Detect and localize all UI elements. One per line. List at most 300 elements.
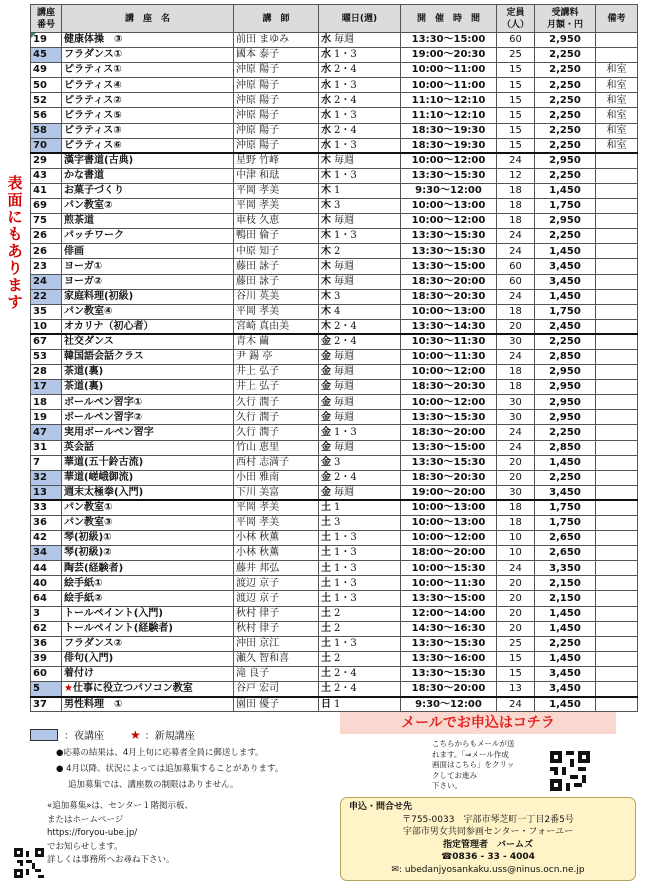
course-time: 9:30～12:00 — [401, 697, 497, 712]
course-number: 62 — [31, 621, 62, 636]
course-schedule — [319, 259, 401, 274]
course-number: 69 — [31, 199, 62, 214]
course-frequency: 3 — [334, 456, 341, 468]
course-schedule — [319, 621, 401, 636]
course-capacity: 30 — [497, 485, 535, 500]
course-name — [62, 229, 234, 244]
course-name — [62, 485, 234, 500]
email-application-banner[interactable]: メールでお申込はコチラ — [340, 712, 616, 734]
course-day: 金 — [321, 441, 331, 453]
course-note — [596, 666, 638, 681]
course-frequency: 1・3 — [334, 532, 357, 544]
course-teacher: 沖原 陽子 — [234, 78, 319, 93]
new-course-star-icon: ★ — [64, 683, 73, 695]
course-fee: 2,250 — [535, 123, 596, 138]
course-number: 28 — [31, 365, 62, 380]
course-name-text: パン教室② — [64, 200, 113, 212]
course-teacher: 平岡 孝美 — [234, 304, 319, 319]
course-name-text: ヨーガ① — [64, 260, 103, 272]
course-note — [596, 319, 638, 334]
email-instruction-line: 画面はこちら」をクリッ — [432, 760, 515, 769]
course-day: 木 — [321, 290, 331, 302]
course-row — [31, 319, 638, 334]
course-schedule — [319, 199, 401, 214]
course-schedule — [319, 274, 401, 289]
course-fee: 3,450 — [535, 259, 596, 274]
course-time: 13:30～15:00 — [401, 259, 497, 274]
course-time: 10:00～12:00 — [401, 365, 497, 380]
course-time: 13:30～15:00 — [401, 440, 497, 455]
course-time: 13:30～15:30 — [401, 666, 497, 681]
course-number: 10 — [31, 319, 62, 334]
course-time: 10:00～13:00 — [401, 500, 497, 515]
course-note — [596, 516, 638, 531]
course-note — [596, 425, 638, 440]
course-note — [596, 682, 638, 697]
course-time: 13:30～15:00 — [401, 591, 497, 606]
course-day: 木 — [321, 155, 331, 167]
course-frequency: 毎週 — [334, 441, 354, 453]
course-number: 53 — [31, 349, 62, 364]
course-frequency: 3 — [334, 290, 341, 302]
course-day: 木 — [321, 230, 331, 242]
course-number: 26 — [31, 229, 62, 244]
course-teacher: 秋村 律子 — [234, 621, 319, 636]
course-name — [62, 651, 234, 666]
course-note — [596, 591, 638, 606]
course-frequency: 3 — [334, 200, 341, 212]
course-fee: 1,750 — [535, 516, 596, 531]
contact-email[interactable]: ✉: ubedanjyosankaku.uss@ninus.ocn.ne.jp — [391, 864, 585, 875]
course-table — [30, 4, 638, 712]
course-time: 10:00～11:30 — [401, 576, 497, 591]
email-instruction-line: こちらからもメールが送 — [432, 739, 515, 748]
course-fee: 1,750 — [535, 304, 596, 319]
course-fee: 1,450 — [535, 289, 596, 304]
course-schedule — [319, 48, 401, 63]
course-capacity: 18 — [497, 183, 535, 198]
course-day: 金 — [321, 426, 331, 438]
course-time: 12:00～14:00 — [401, 606, 497, 621]
course-fee: 2,950 — [535, 380, 596, 395]
course-day: 木 — [321, 245, 331, 257]
night-course-swatch — [30, 729, 58, 741]
course-name-text: パッチワーク — [64, 230, 124, 242]
course-capacity: 24 — [497, 244, 535, 259]
email-instruction-line: クしてお進み — [432, 770, 477, 780]
course-name — [62, 334, 234, 349]
course-fee: 2,150 — [535, 591, 596, 606]
course-fee: 1,450 — [535, 244, 596, 259]
course-name — [62, 561, 234, 576]
course-teacher: 下川 美富 — [234, 485, 319, 500]
course-name-text: ピラティス⑤ — [64, 109, 122, 121]
course-teacher: 平岡 孝美 — [234, 183, 319, 198]
course-day: 土 — [321, 638, 331, 649]
course-teacher: 沖田 京江 — [234, 636, 319, 651]
course-number: 37 — [31, 697, 62, 712]
contact-manager: 指定管理者 バームズ — [442, 839, 533, 850]
course-name-text: 俳画 — [64, 245, 84, 257]
course-schedule — [319, 425, 401, 440]
course-day: 土 — [321, 592, 331, 604]
course-name-text: 週末太極拳(入門) — [64, 486, 144, 498]
course-teacher: 平岡 孝美 — [234, 516, 319, 531]
course-teacher: 小林 秋薫 — [234, 531, 319, 546]
course-name-text: ボールペン習字② — [64, 411, 143, 423]
course-name — [62, 425, 234, 440]
course-number: 75 — [31, 214, 62, 229]
course-time: 13:30～15:00 — [401, 33, 497, 48]
course-day: 水 — [321, 64, 331, 76]
course-name-text: 実用ボールペン習字 — [64, 426, 154, 438]
course-fee: 1,450 — [535, 621, 596, 636]
course-teacher: 沖原 陽子 — [234, 138, 319, 153]
course-frequency: 2 — [334, 653, 341, 665]
course-name-text: 俳句(入門) — [64, 653, 114, 665]
course-note — [596, 395, 638, 410]
course-schedule — [319, 304, 401, 319]
course-note — [596, 244, 638, 259]
course-number: 3 — [31, 606, 62, 621]
header-note: 備考 — [596, 5, 638, 33]
course-teacher: 久行 潤子 — [234, 425, 319, 440]
course-teacher: 竹山 恵里 — [234, 440, 319, 455]
course-teacher: 鴨田 倫子 — [234, 229, 319, 244]
course-frequency: 毎週 — [334, 155, 354, 167]
course-schedule — [319, 108, 401, 123]
course-row — [31, 546, 638, 561]
course-name-text: お菓子づくり — [64, 185, 124, 197]
course-schedule — [319, 531, 401, 546]
course-capacity: 18 — [497, 380, 535, 395]
new-course-star-icon: ★ — [130, 727, 141, 742]
course-number: 17 — [31, 380, 62, 395]
course-fee: 2,950 — [535, 365, 596, 380]
course-teacher: 久行 潤子 — [234, 410, 319, 425]
course-day: 金 — [321, 336, 331, 348]
course-time: 13:30～15:30 — [401, 636, 497, 651]
course-time: 10:00～13:00 — [401, 516, 497, 531]
course-name — [62, 274, 234, 289]
course-teacher: 小田 雅南 — [234, 470, 319, 485]
course-note: 和室 — [596, 93, 638, 108]
course-number: 47 — [31, 425, 62, 440]
course-name — [62, 108, 234, 123]
course-name — [62, 516, 234, 531]
course-schedule — [319, 123, 401, 138]
course-capacity: 15 — [497, 93, 535, 108]
course-frequency: 2 — [334, 245, 341, 257]
course-schedule — [319, 666, 401, 681]
course-teacher: 谷戸 宏司 — [234, 682, 319, 697]
course-name — [62, 365, 234, 380]
course-frequency: 1・3 — [334, 139, 357, 151]
course-number: 19 — [31, 410, 62, 425]
course-schedule — [319, 168, 401, 183]
course-day: 木 — [321, 200, 331, 212]
course-schedule — [319, 440, 401, 455]
course-row — [31, 78, 638, 93]
notice-item: ●応募の結果は、4月上旬に応募者全員に郵送します。 — [56, 748, 264, 758]
course-frequency: 1・3 — [334, 109, 357, 121]
course-name — [62, 214, 234, 229]
course-number: 41 — [31, 183, 62, 198]
course-name-text: ボールペン習字① — [64, 396, 143, 408]
course-time: 10:00～13:00 — [401, 199, 497, 214]
side-note-front-page: 表面にもあります — [7, 174, 23, 311]
course-teacher: 西村 志満子 — [234, 455, 319, 470]
header-num: 講座 番号 — [31, 5, 62, 33]
course-teacher: 尹 錫 亭 — [234, 349, 319, 364]
course-frequency: 毎週 — [334, 381, 354, 393]
course-teacher: 國本 泰子 — [234, 48, 319, 63]
course-note — [596, 33, 638, 48]
course-teacher: 沖原 陽子 — [234, 63, 319, 78]
course-name-text: 健康体操 ③ — [64, 34, 123, 46]
course-name — [62, 183, 234, 198]
qr-code-icon[interactable] — [14, 848, 44, 878]
course-capacity: 20 — [497, 591, 535, 606]
course-fee: 2,250 — [535, 78, 596, 93]
course-note — [596, 485, 638, 500]
course-name-text: 華道(五十鈴古流) — [64, 456, 144, 468]
course-day: 金 — [321, 456, 331, 468]
course-frequency: 毎週 — [334, 215, 354, 227]
course-row — [31, 168, 638, 183]
course-note — [596, 410, 638, 425]
course-number: 40 — [31, 576, 62, 591]
course-fee: 1,750 — [535, 500, 596, 515]
course-number: 49 — [31, 63, 62, 78]
course-frequency: 1・3 — [334, 547, 357, 559]
course-time: 10:00～12:00 — [401, 395, 497, 410]
course-frequency: 1 — [334, 185, 341, 197]
notice-item: ● 4月以降、状況によっては追加募集することがあります。 — [56, 764, 284, 774]
course-frequency: 毎週 — [334, 396, 354, 408]
course-day: 金 — [321, 366, 331, 378]
course-row — [31, 425, 638, 440]
contact-phone[interactable]: ☎0836 - 33 - 4004 — [441, 852, 535, 863]
notice-list — [56, 745, 346, 793]
course-day: 水 — [321, 49, 331, 61]
course-number: 39 — [31, 651, 62, 666]
course-frequency: 2 — [334, 622, 341, 634]
course-name-text: 社交ダンス — [64, 336, 114, 348]
course-time: 10:00～11:00 — [401, 63, 497, 78]
course-teacher: 久行 潤子 — [234, 395, 319, 410]
course-name-text: 英会話 — [64, 441, 94, 453]
extra-line: «追加募集»は、センター１階掲示板、 — [47, 801, 194, 811]
course-schedule — [319, 138, 401, 153]
course-day: 木 — [321, 215, 331, 227]
course-note — [596, 259, 638, 274]
course-name-text: 琴(初級)② — [64, 547, 112, 559]
course-name-text: 絵手紙② — [64, 592, 103, 604]
course-name — [62, 621, 234, 636]
course-fee: 2,250 — [535, 425, 596, 440]
course-frequency: 3 — [334, 517, 341, 529]
course-note — [596, 48, 638, 63]
course-capacity: 25 — [497, 48, 535, 63]
course-row — [31, 199, 638, 214]
course-name-text: ピラティス⑥ — [64, 139, 122, 151]
course-fee: 2,250 — [535, 63, 596, 78]
course-teacher: 平岡 孝美 — [234, 199, 319, 214]
course-capacity: 18 — [497, 214, 535, 229]
course-note: 和室 — [596, 63, 638, 78]
course-frequency: 2・4 — [334, 668, 357, 680]
course-capacity: 24 — [497, 561, 535, 576]
course-name — [62, 289, 234, 304]
course-name — [62, 259, 234, 274]
course-row — [31, 138, 638, 153]
course-schedule — [319, 516, 401, 531]
course-number: 44 — [31, 561, 62, 576]
course-frequency: 毎週 — [334, 366, 354, 378]
course-name — [62, 500, 234, 515]
course-capacity: 12 — [497, 168, 535, 183]
course-name — [62, 244, 234, 259]
course-frequency: 1・3 — [334, 170, 357, 182]
course-row — [31, 244, 638, 259]
course-number: 7 — [31, 455, 62, 470]
course-name — [62, 153, 234, 168]
course-note — [596, 636, 638, 651]
course-name-text: 仕事に役立つパソコン教室 — [72, 683, 193, 695]
header-name: 講 座 名 — [62, 5, 234, 33]
course-name — [62, 33, 234, 48]
course-teacher: 中原 知子 — [234, 244, 319, 259]
course-number: 5 — [31, 682, 62, 697]
course-name — [62, 168, 234, 183]
course-name — [62, 606, 234, 621]
course-schedule — [319, 455, 401, 470]
course-name-text: トールペイント(入門) — [64, 607, 163, 619]
course-row — [31, 621, 638, 636]
course-time: 11:10～12:10 — [401, 108, 497, 123]
course-day: 水 — [321, 124, 331, 136]
course-schedule — [319, 334, 401, 349]
course-frequency: 1 — [334, 698, 341, 710]
course-row — [31, 591, 638, 606]
course-note — [596, 455, 638, 470]
course-name — [62, 546, 234, 561]
course-capacity: 10 — [497, 531, 535, 546]
course-row — [31, 697, 638, 712]
course-row — [31, 380, 638, 395]
header-teacher: 講 師 — [234, 5, 319, 33]
course-note — [596, 380, 638, 395]
course-name — [62, 123, 234, 138]
course-fee: 2,250 — [535, 168, 596, 183]
course-row — [31, 289, 638, 304]
course-teacher: 秋村 律子 — [234, 606, 319, 621]
course-note — [596, 168, 638, 183]
course-fee: 2,950 — [535, 153, 596, 168]
course-time: 18:30～19:30 — [401, 138, 497, 153]
contact-address: 〒755-0033 宇部市琴芝町一丁目2番5号 — [402, 814, 574, 825]
course-row — [31, 440, 638, 455]
course-name — [62, 349, 234, 364]
course-day: 日 — [321, 698, 331, 710]
course-day: 土 — [321, 607, 331, 619]
course-time: 19:00～20:30 — [401, 48, 497, 63]
course-name-text: トールペイント(経験者) — [64, 622, 173, 634]
email-instructions — [432, 739, 552, 792]
course-teacher: 渡辺 京子 — [234, 576, 319, 591]
course-number: 36 — [31, 516, 62, 531]
course-capacity: 15 — [497, 651, 535, 666]
course-number: 32 — [31, 470, 62, 485]
homepage-link[interactable]: https://foryou-ube.jp/ — [47, 828, 138, 838]
course-number: 64 — [31, 591, 62, 606]
course-name-text: ピラティス④ — [64, 79, 122, 91]
course-name-text: 男性料理 ① — [64, 698, 123, 710]
course-capacity: 24 — [497, 153, 535, 168]
course-number: 31 — [31, 440, 62, 455]
course-frequency: 2 — [334, 607, 341, 619]
course-day: 水 — [321, 109, 331, 121]
course-name-text: 華道(嵯峨御流) — [64, 471, 134, 483]
course-day: 木 — [321, 275, 331, 287]
course-fee: 2,250 — [535, 636, 596, 651]
course-fee: 2,950 — [535, 214, 596, 229]
course-note — [596, 349, 638, 364]
course-name-text: ヨーガ② — [64, 275, 103, 287]
course-row — [31, 500, 638, 515]
course-frequency: 毎週 — [334, 260, 354, 272]
email-instruction-line: 下さい。 — [432, 781, 462, 790]
email-qr-code-icon[interactable] — [550, 751, 590, 791]
course-note — [596, 621, 638, 636]
course-schedule — [319, 546, 401, 561]
legend — [30, 727, 195, 742]
course-schedule — [319, 214, 401, 229]
course-day: 木 — [321, 170, 331, 182]
course-row — [31, 576, 638, 591]
course-day: 土 — [321, 502, 331, 514]
course-capacity: 15 — [497, 63, 535, 78]
course-capacity: 60 — [497, 259, 535, 274]
course-number: 13 — [31, 485, 62, 500]
course-row — [31, 561, 638, 576]
course-capacity: 24 — [497, 697, 535, 712]
course-time: 13:30～15:30 — [401, 168, 497, 183]
course-time: 10:00～12:00 — [401, 531, 497, 546]
course-note: 和室 — [596, 108, 638, 123]
course-number: 70 — [31, 138, 62, 153]
course-day: 木 — [321, 320, 331, 332]
course-capacity: 30 — [497, 334, 535, 349]
course-fee: 1,450 — [535, 183, 596, 198]
course-teacher: 宮崎 真由美 — [234, 319, 319, 334]
course-capacity: 18 — [497, 500, 535, 515]
course-name — [62, 395, 234, 410]
course-row — [31, 183, 638, 198]
course-row — [31, 395, 638, 410]
course-number: 42 — [31, 531, 62, 546]
course-day: 金 — [321, 351, 331, 363]
course-row — [31, 123, 638, 138]
course-day: 土 — [321, 622, 331, 634]
course-fee: 2,250 — [535, 93, 596, 108]
course-row — [31, 470, 638, 485]
course-note — [596, 531, 638, 546]
course-note — [596, 199, 638, 214]
course-row — [31, 153, 638, 168]
course-schedule — [319, 697, 401, 712]
